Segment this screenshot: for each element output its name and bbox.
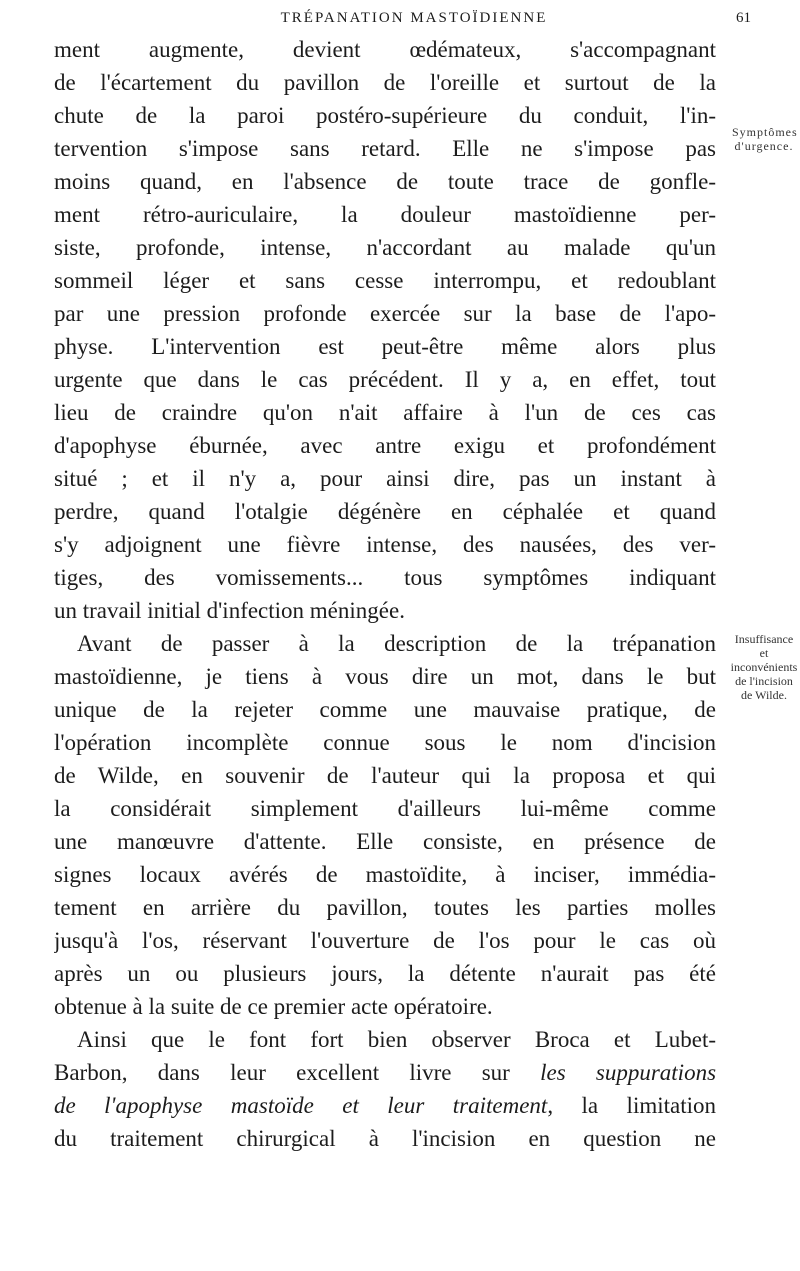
text-line-with-title <box>54 1089 716 1122</box>
text-line: tement en arrière du pavillon, toutes les parties molles <box>54 895 716 920</box>
text-line: Avant de passer à la description de la trépanation <box>77 631 716 656</box>
text-line: un travail initial d'infection méningée. <box>54 598 405 623</box>
text-line: urgente que dans le cas précédent. Il y a, en effet, tout <box>54 367 716 392</box>
text-line: ment augmente, devient œdémateux, s'accompagnant <box>54 37 716 62</box>
text-line: l'opération incomplète connue sous le nom d'incision <box>54 730 716 755</box>
text-line: une manœuvre d'attente. Elle consiste, en présence de <box>54 829 716 854</box>
text-line: Ainsi que le font fort bien observer Broca et Lubet- <box>77 1027 716 1052</box>
book-title-italic: les suppurations <box>540 1060 716 1085</box>
margin-note-wilde: Insuffisance et inconvénients de l'incision de Wilde. <box>730 632 798 702</box>
text-line: obtenue à la suite de ce premier acte opératoire. <box>54 994 493 1019</box>
text-line: d'apophyse éburnée, avec antre exigu et profondément <box>54 433 716 458</box>
text-line: physe. L'intervention est peut-être même alors plus <box>54 334 716 359</box>
text-line: de Wilde, en souvenir de l'auteur qui la proposa et qui <box>54 763 716 788</box>
text-line: perdre, quand l'otalgie dégénère en céphalée et quand <box>54 499 716 524</box>
text-line: lieu de craindre qu'on n'ait affaire à l'un de ces cas <box>54 400 716 425</box>
text-line: de l'écartement du pavillon de l'oreille et surtout de la <box>54 70 716 95</box>
text-line-with-title <box>54 1056 716 1089</box>
text-line: moins quand, en l'absence de toute trace de gonfle- <box>54 169 716 194</box>
text-line: ment rétro-auriculaire, la douleur mastoïdienne per- <box>54 202 716 227</box>
text-line: unique de la rejeter comme une mauvaise pratique, de <box>54 697 716 722</box>
text-line: jusqu'à l'os, réservant l'ouverture de l'os pour le cas où <box>54 928 716 953</box>
margin-note-urgency: Symptômes d'urgence. <box>732 125 798 153</box>
line-text: Barbon, dans leur excellent livre sur <box>54 1060 510 1085</box>
text-line: signes locaux avérés de mastoïdite, à inciser, immédia- <box>54 862 716 887</box>
text-line: tervention s'impose sans retard. Elle ne s'impose pas <box>54 136 716 161</box>
text-line: s'y adjoignent une fièvre intense, des nausées, des ver- <box>54 532 716 557</box>
text-line: sommeil léger et sans cesse interrompu, et redoublant <box>54 268 716 293</box>
body-text <box>54 33 716 1155</box>
page-number: 61 <box>736 10 751 26</box>
text-line: du traitement chirurgical à l'incision en question ne <box>54 1126 716 1151</box>
text-line: siste, profonde, intense, n'accordant au malade qu'un <box>54 235 716 260</box>
text-line: après un ou plusieurs jours, la détente n'aurait pas été <box>54 961 716 986</box>
text-line: la considérait simplement d'ailleurs lui-même comme <box>54 796 716 821</box>
text-line: situé ; et il n'y a, pour ainsi dire, pas un instant à <box>54 466 716 491</box>
running-header: TRÉPANATION MASTOÏDIENNE <box>280 10 548 26</box>
text-line: chute de la paroi postéro-supérieure du conduit, l'in- <box>54 103 716 128</box>
text-line: par une pression profonde exercée sur la base de l'apo- <box>54 301 716 326</box>
book-title-italic: de l'apophyse mastoïde et leur traitement <box>54 1093 548 1118</box>
line-text: , la limitation <box>547 1093 716 1118</box>
text-line: tiges, des vomissements... tous symptômes indiquant <box>54 565 716 590</box>
text-line: mastoïdienne, je tiens à vous dire un mot, dans le but <box>54 664 716 689</box>
